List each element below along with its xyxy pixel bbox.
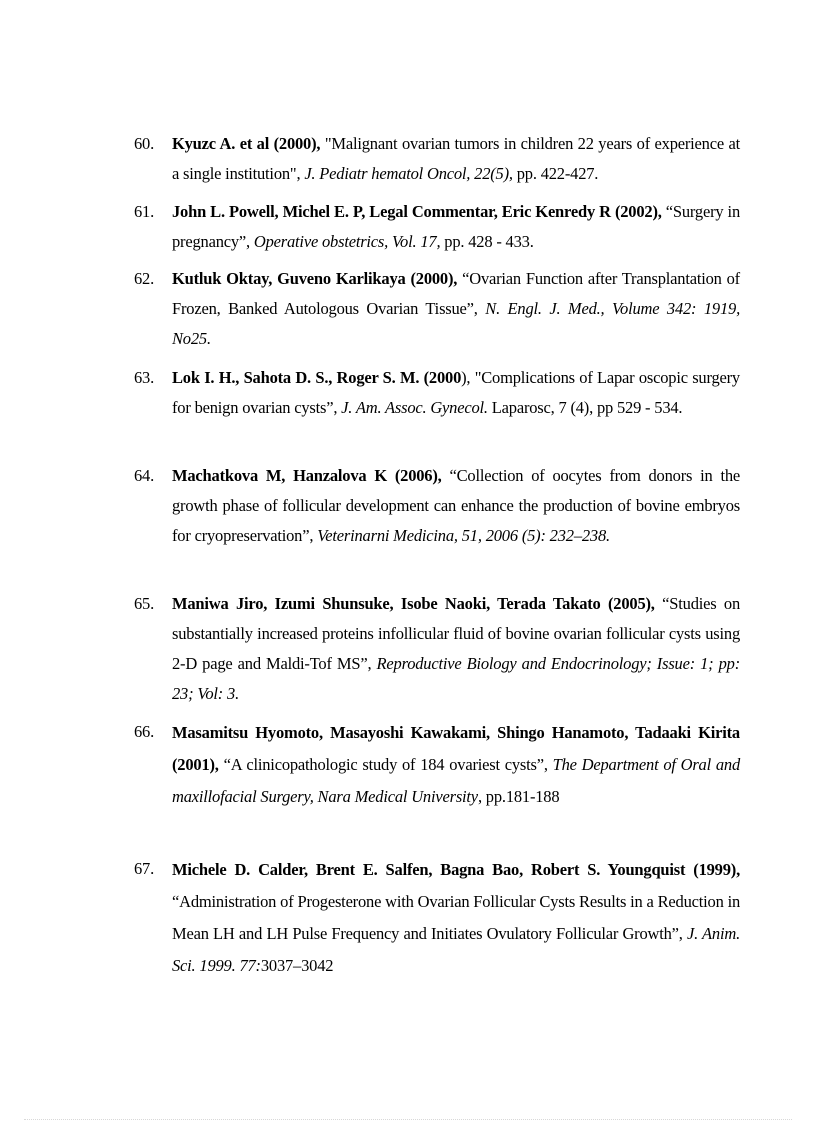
reference-authors: Kyuzc A. et al (2000), [172,134,321,153]
reference-number: 66. [134,722,155,741]
reference-item [134,197,740,257]
reference-item [134,589,740,709]
reference-journal: The Department of Oral and maxillofacial Surgery, Nara Medical University [172,755,740,806]
reference-number: 65. [134,594,155,613]
reference-number: 62. [134,269,155,288]
reference-text [172,461,740,551]
reference-journal: J. Pediatr hematol Oncol, 22(5), [304,164,513,183]
reference-journal: N. Engl. J. Med., Volume 342: 1919, No25. [172,299,740,348]
reference-pages: Laparosc, 7 (4), pp 529 - 534. [487,398,683,417]
reference-number: 64. [134,466,155,485]
reference-text [172,854,740,982]
reference-text [172,363,740,423]
reference-title: “Collection of oocytes from donors in the growth phase of follicular development can enhance the production of bovine embryos for cryopreservation”, [172,466,740,545]
reference-title: “Administration of Progesterone with Ovarian Follicular Cysts Results in a Reduction in Mean LH and LH Pulse Frequency and Initiates Ovulatory Follicular Growth”, [172,892,740,943]
reference-item [134,264,740,354]
reference-title: ), "Complications of Lapar oscopic surgery for benign ovarian cysts”, [172,368,740,417]
reference-journal: Operative obstetrics, Vol. 17, [253,232,441,251]
reference-authors: Machatkova M, Hanzalova K (2006), [172,466,442,485]
reference-item [134,717,740,813]
reference-number: 61. [134,202,155,221]
page-bottom-rule [24,1119,792,1120]
reference-item [134,854,740,982]
reference-journal: J. Am. Assoc. Gynecol. [341,398,488,417]
reference-journal: Veterinarni Medicina, 51, 2006 (5): 232–238. [317,526,610,545]
reference-item [134,129,740,189]
reference-pages: , pp.181-188 [477,787,560,806]
reference-item [134,363,740,423]
reference-title: "Malignant ovarian tumors in children 22 years of experience at a single institution", [172,134,740,183]
reference-text [172,589,740,709]
reference-pages: pp. 422-427. [512,164,599,183]
reference-authors: Maniwa Jiro, Izumi Shunsuke, Isobe Naoki, Terada Takato (2005), [172,594,655,613]
reference-text [172,264,740,354]
reference-text [172,197,740,257]
reference-journal: J. Anim. Sci. 1999. 77: [172,924,740,975]
reference-item [134,461,740,551]
reference-authors: Lok I. H., Sahota D. S., Roger S. M. (2000 [172,368,462,387]
reference-pages: pp. 428 - 433. [440,232,534,251]
reference-pages: 3037–3042 [260,956,334,975]
reference-title: “Surgery in pregnancy”, [172,202,740,251]
reference-title: “Studies on substantially increased proteins infollicular fluid of bovine ovarian follicular cysts using 2-D page and Maldi-Tof MS”, [172,594,741,673]
reference-journal: Reproductive Biology and Endocrinology; Issue: 1; pp: 23; Vol: 3. [172,654,740,703]
reference-number: 67. [134,859,155,878]
reference-text [172,129,740,189]
reference-title: “A clinicopathologic study of 184 ovariest cysts”, [218,755,553,774]
reference-authors: John L. Powell, Michel E. P, Legal Commentar, Eric Kenredy R (2002), [172,202,662,221]
reference-title: “Ovarian Function after Transplantation of Frozen, Banked Autologous Ovarian Tissue”, [172,269,740,318]
reference-number: 63. [134,368,155,387]
reference-text [172,717,740,813]
reference-authors: Masamitsu Hyomoto, Masayoshi Kawakami, Shingo Hanamoto, Tadaaki Kirita (2001), [172,723,740,774]
reference-authors: Michele D. Calder, Brent E. Salfen, Bagna Bao, Robert S. Youngquist (1999), [172,860,740,879]
reference-authors: Kutluk Oktay, Guveno Karlikaya (2000), [172,269,458,288]
reference-number: 60. [134,134,155,153]
